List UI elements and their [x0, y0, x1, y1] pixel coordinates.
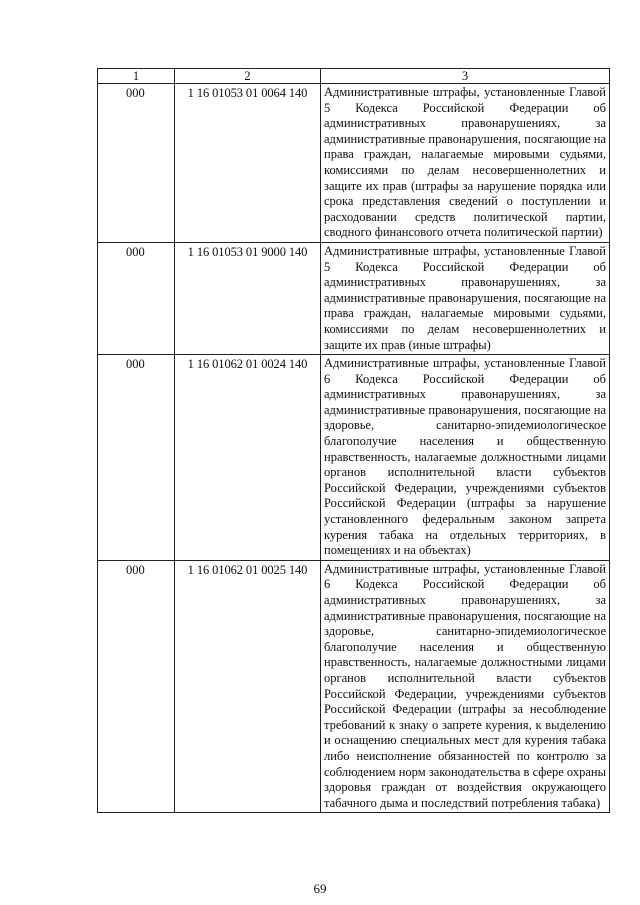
- administrator-code-cell: 000: [98, 560, 175, 813]
- page-number: 69: [313, 881, 327, 896]
- administrator-code-cell: 000: [98, 355, 175, 561]
- description-cell: Административные штрафы, установленные Главой 5 Кодекса Российской Федерации об административных правонарушениях, за административные правонарушения, посягающие на права граждан, налагаемые мировыми судьями, комиссиями по делам несовершеннолетних и защите их прав (штрафы за нарушение порядка или срока представления сведений о поступлении и расходовании средств политической партии, сводного финансового отчета политической партии): [321, 84, 610, 243]
- description-cell: Административные штрафы, установленные Главой 5 Кодекса Российской Федерации об административных правонарушениях, за административные правонарушения, посягающие на права граждан, налагаемые мировыми судьями, комиссиями по делам несовершеннолетних и защите их прав (иные штрафы): [321, 242, 610, 354]
- column-header-1: 1: [98, 69, 175, 84]
- description-cell: Административные штрафы, установленные Главой 6 Кодекса Российской Федерации об административных правонарушениях, за административные правонарушения, посягающие на здоровье, санитарно-эпидемиологическое благополучие населения и общественную нравственность, налагаемые должностными лицами органов исполнительной власти субъектов Российской Федерации, учреждениями субъектов Российской Федерации (штрафы за нарушение установленного федеральным законом запрета курения табака на отдельных территориях, в помещениях и на объектах): [321, 355, 610, 561]
- revenue-classification-table: [97, 68, 610, 813]
- budget-code-cell: 1 16 01053 01 9000 140: [175, 242, 321, 354]
- administrator-code-cell: 000: [98, 242, 175, 354]
- administrator-code-cell: 000: [98, 84, 175, 243]
- table-row: [98, 355, 610, 561]
- table-row: [98, 560, 610, 813]
- budget-code-cell: 1 16 01053 01 0064 140: [175, 84, 321, 243]
- budget-code-cell: 1 16 01062 01 0025 140: [175, 560, 321, 813]
- table-row: [98, 242, 610, 354]
- table-row: [98, 84, 610, 243]
- budget-code-cell: 1 16 01062 01 0024 140: [175, 355, 321, 561]
- description-cell: Административные штрафы, установленные Главой 6 Кодекса Российской Федерации об административных правонарушениях, за административные правонарушения, посягающие на здоровье, санитарно-эпидемиологическое благополучие населения и общественную нравственность, налагаемые должностными лицами органов исполнительной власти субъектов Российской Федерации, учреждениями субъектов Российской Федерации (штрафы за несоблюдение требований к знаку о запрете курения, к выделению и оснащению специальных мест для курения табака либо неисполнение обязанностей по контролю за соблюдением норм законодательства в сфере охраны здоровья граждан от воздействия окружающего табачного дыма и последствий потребления табака): [321, 560, 610, 813]
- table-header-row: [98, 69, 610, 84]
- column-header-3: 3: [321, 69, 610, 84]
- column-header-2: 2: [175, 69, 321, 84]
